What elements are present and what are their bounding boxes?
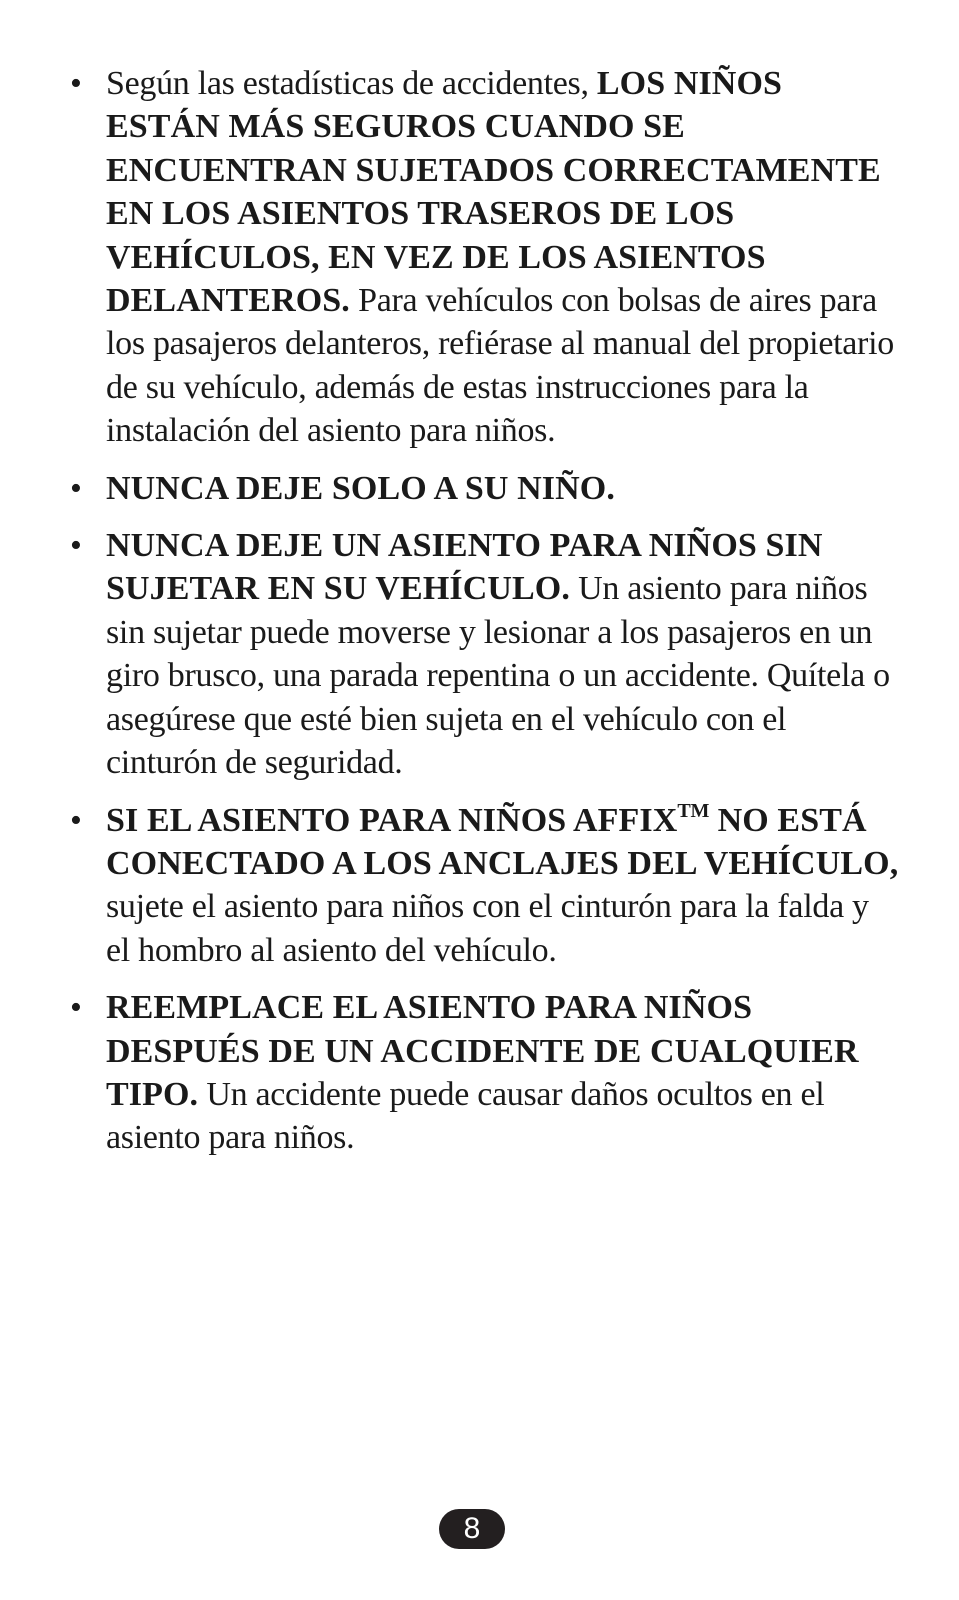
bullet-icon: • [70,989,82,1027]
warning-unsecured-seat-emphasis: NUNCA DEJE UN ASIENTO PARA NIÑOS SIN SUJETAR EN SU VEHÍCULO. [106,527,823,608]
bullet-icon: • [70,801,82,839]
warning-rear-seat-text: Para vehículos con bolsas de aires para los pasajeros delanteros, refiérase al manual del propietario de su vehículo, además de estas instrucciones para la instalación del asiento para niños. [106,282,894,450]
bullet-icon: • [70,527,82,565]
bullet-icon: • [70,469,82,507]
warning-rear-seat-lead: Según las estadísticas de accidentes, [106,65,597,102]
warning-unsecured-seat-text: Un asiento para niños sin sujetar puede moverse y lesionar a los pasajeros en un giro brusco, una parada repentina o un accidente. Quítela o asegúrese que esté bien sujeta en el vehículo con el cinturón de seguridad. [106,570,890,782]
safety-warning-list [70,62,900,1174]
trademark-mark: TM [677,799,710,822]
page-number-badge: 8 [439,1509,505,1549]
warning-affix-anchors-emphasis: SI EL ASIENTO PARA NIÑOS AFFIX [106,801,678,839]
warning-never-leave-child [70,467,900,510]
warning-replace-after-accident [70,986,900,1160]
warning-affix-anchors [70,799,900,973]
warning-unsecured-seat [70,524,900,784]
warning-affix-anchors-text: sujete el asiento para niños con el cinturón para la falda y el hombro al asiento del vehículo. [106,888,869,969]
warning-replace-after-accident-emphasis: REEMPLACE EL ASIENTO PARA NIÑOS DESPUÉS DE UN ACCIDENTE DE CUALQUIER TIPO. [106,989,859,1113]
warning-replace-after-accident-text: Un accidente puede causar daños ocultos en el asiento para niños. [106,1075,825,1157]
warning-affix-anchors-emphasis-cont: NO ESTÁ CONECTADO A LOS ANCLAJES DEL VEHÍCULO, [106,801,899,882]
bullet-icon: • [70,65,82,102]
warning-rear-seat-emphasis: LOS NIÑOS ESTÁN MÁS SEGUROS CUANDO SE ENCUENTRAN SUJETADOS CORRECTAMENTE EN LOS ASIENTOS TRASEROS DE LOS VEHÍCULOS, EN VEZ DE LOS ASIENTOS DELANTEROS. [106,65,881,320]
warning-rear-seat [70,62,900,453]
warning-never-leave-child-emphasis: NUNCA DEJE SOLO A SU NIÑO. [106,469,615,507]
